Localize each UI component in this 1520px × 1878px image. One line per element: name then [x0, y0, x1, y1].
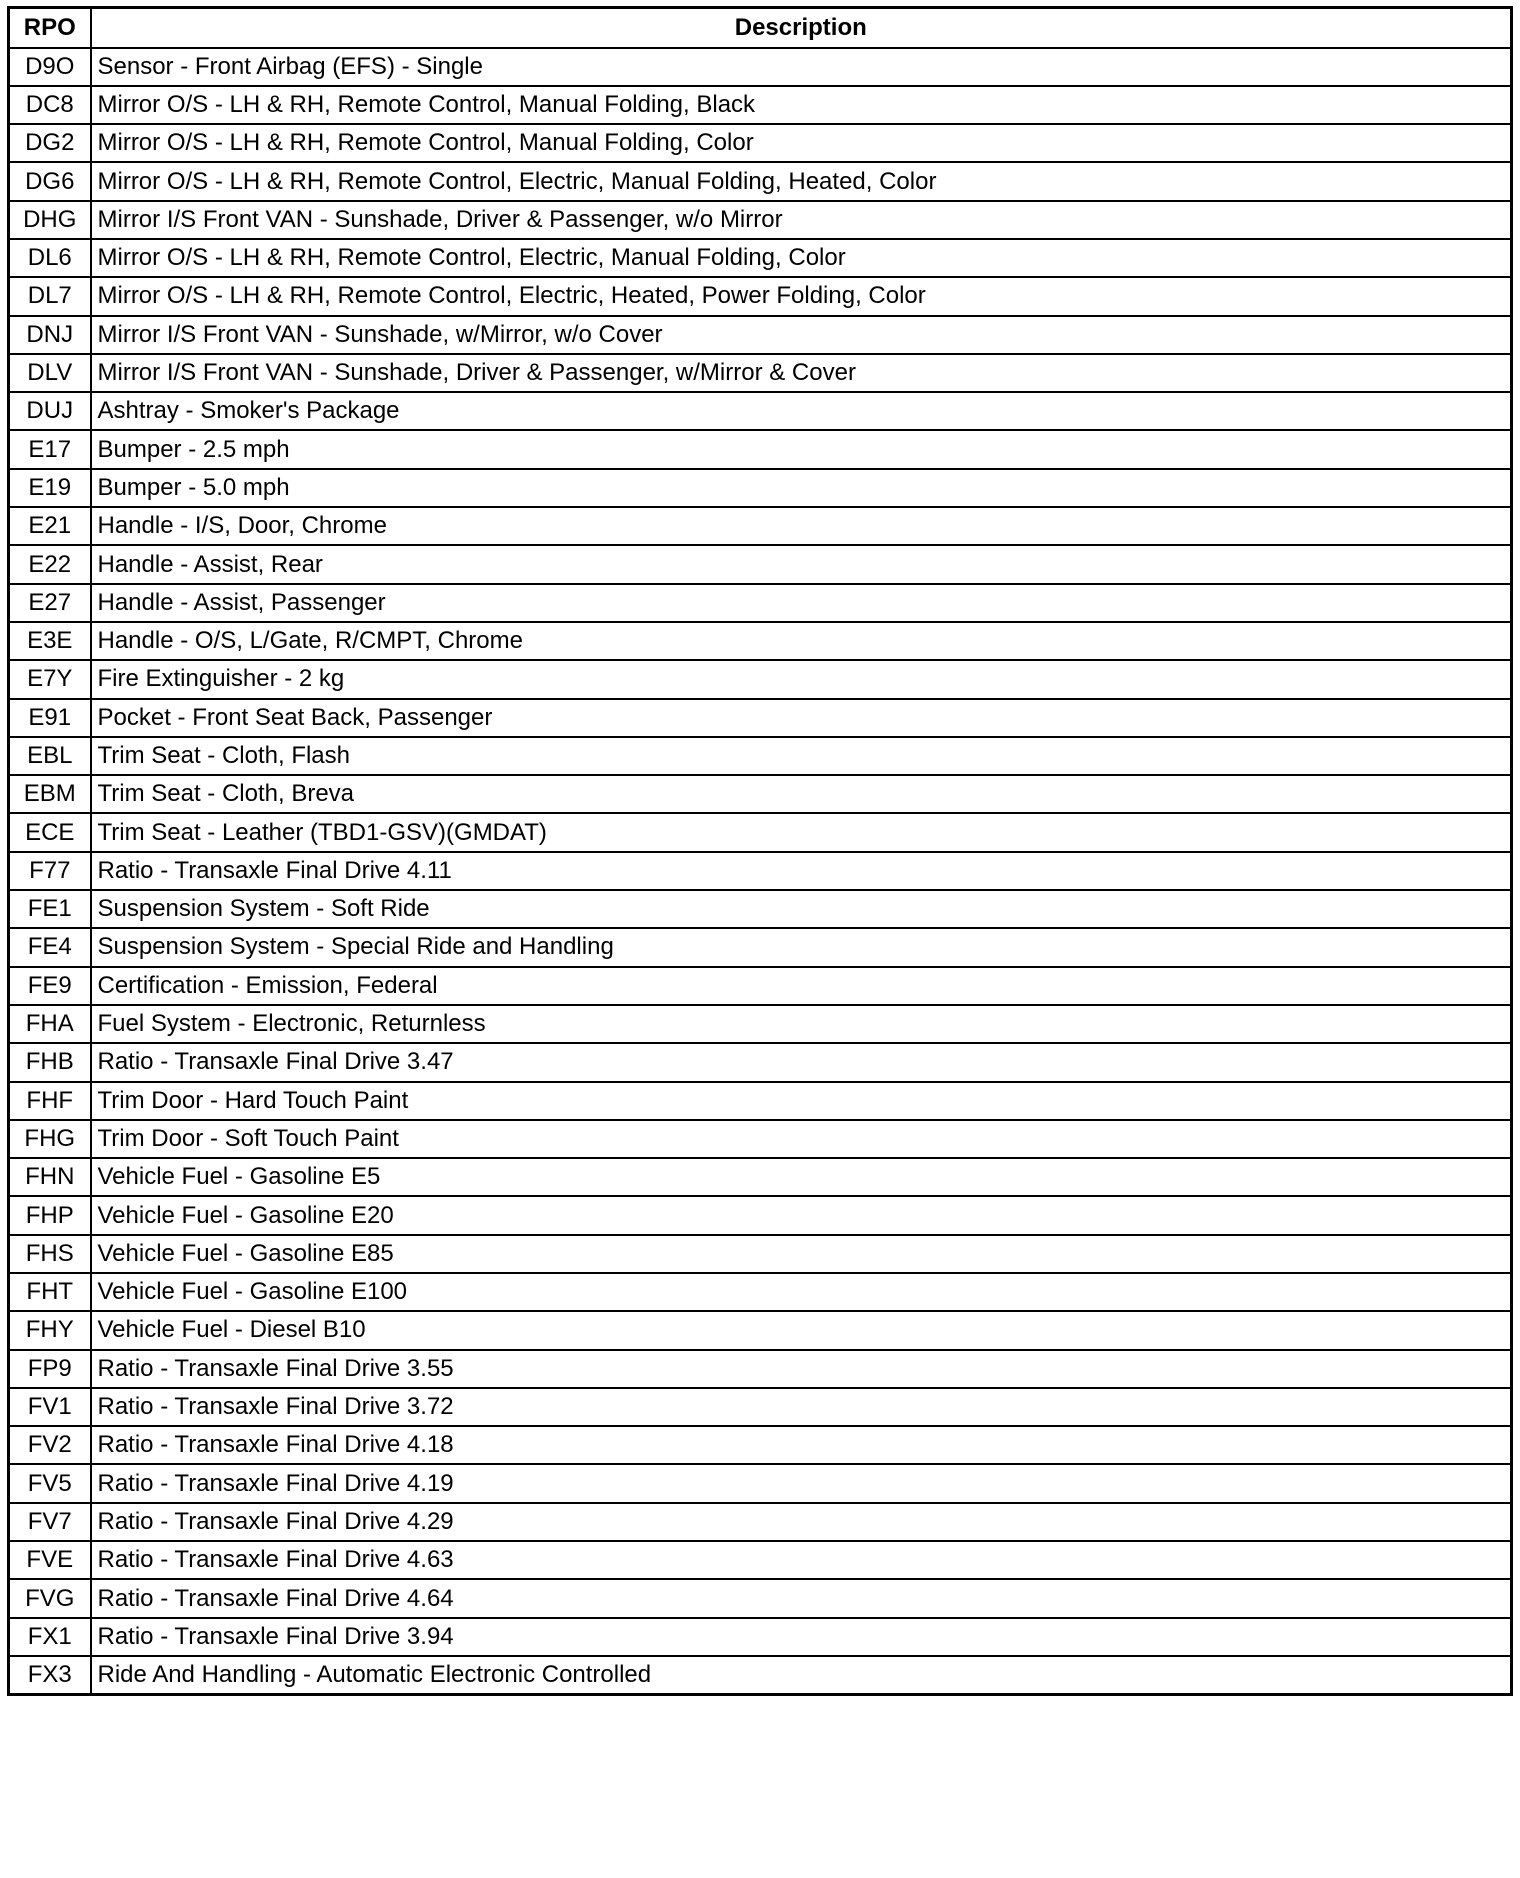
rpo-code-cell: FHY: [9, 1311, 91, 1349]
rpo-code-cell: E7Y: [9, 660, 91, 698]
rpo-code-cell: ECE: [9, 813, 91, 851]
rpo-code-cell: FHF: [9, 1082, 91, 1120]
rpo-description-cell: Ratio - Transaxle Final Drive 4.18: [91, 1426, 1512, 1464]
rpo-code-cell: E19: [9, 469, 91, 507]
rpo-code-cell: DC8: [9, 86, 91, 124]
table-row: [9, 1120, 1512, 1158]
rpo-code-cell: FHS: [9, 1235, 91, 1273]
rpo-code-cell: FP9: [9, 1350, 91, 1388]
table-row: [9, 354, 1512, 392]
table-row: [9, 545, 1512, 583]
rpo-code-cell: FVG: [9, 1579, 91, 1617]
rpo-description-cell: Ratio - Transaxle Final Drive 4.63: [91, 1541, 1512, 1579]
table-row: [9, 1464, 1512, 1502]
table-row: [9, 1426, 1512, 1464]
rpo-description-cell: Fuel System - Electronic, Returnless: [91, 1005, 1512, 1043]
rpo-description-cell: Ratio - Transaxle Final Drive 4.64: [91, 1579, 1512, 1617]
rpo-description-cell: Mirror O/S - LH & RH, Remote Control, Electric, Manual Folding, Color: [91, 239, 1512, 277]
rpo-code-cell: DG2: [9, 124, 91, 162]
table-row: [9, 1311, 1512, 1349]
rpo-code-cell: DHG: [9, 201, 91, 239]
rpo-description-cell: Ratio - Transaxle Final Drive 3.47: [91, 1043, 1512, 1081]
table-row: [9, 1350, 1512, 1388]
rpo-code-cell: FE4: [9, 928, 91, 966]
table-row: [9, 48, 1512, 86]
table-row: [9, 162, 1512, 200]
rpo-description-cell: Ratio - Transaxle Final Drive 3.55: [91, 1350, 1512, 1388]
rpo-code-cell: FHP: [9, 1196, 91, 1234]
rpo-code-cell: DUJ: [9, 392, 91, 430]
table-row: [9, 775, 1512, 813]
rpo-description-cell: Handle - O/S, L/Gate, R/CMPT, Chrome: [91, 622, 1512, 660]
table-row: [9, 1005, 1512, 1043]
table-row: [9, 1043, 1512, 1081]
rpo-code-cell: FHG: [9, 1120, 91, 1158]
rpo-description-cell: Mirror O/S - LH & RH, Remote Control, Manual Folding, Color: [91, 124, 1512, 162]
table-body: [9, 48, 1512, 1695]
table-row: [9, 928, 1512, 966]
rpo-description-cell: Trim Seat - Leather (TBD1-GSV)(GMDAT): [91, 813, 1512, 851]
rpo-code-cell: E91: [9, 699, 91, 737]
table-row: [9, 277, 1512, 315]
table-row: [9, 469, 1512, 507]
table-row: [9, 316, 1512, 354]
rpo-table: [7, 6, 1513, 1696]
table-row: [9, 737, 1512, 775]
rpo-code-cell: DL7: [9, 277, 91, 315]
rpo-description-cell: Certification - Emission, Federal: [91, 967, 1512, 1005]
rpo-code-cell: E22: [9, 545, 91, 583]
rpo-code-cell: DNJ: [9, 316, 91, 354]
table-row: [9, 201, 1512, 239]
rpo-code-cell: FX3: [9, 1656, 91, 1694]
table-row: [9, 1579, 1512, 1617]
rpo-description-cell: Fire Extinguisher - 2 kg: [91, 660, 1512, 698]
rpo-description-cell: Trim Door - Soft Touch Paint: [91, 1120, 1512, 1158]
rpo-code-cell: DL6: [9, 239, 91, 277]
rpo-description-cell: Ratio - Transaxle Final Drive 4.29: [91, 1503, 1512, 1541]
table-row: [9, 622, 1512, 660]
rpo-description-cell: Ashtray - Smoker's Package: [91, 392, 1512, 430]
rpo-code-cell: FHT: [9, 1273, 91, 1311]
table-row: [9, 1082, 1512, 1120]
table-row: [9, 1503, 1512, 1541]
rpo-code-cell: E21: [9, 507, 91, 545]
table-row: [9, 967, 1512, 1005]
rpo-description-cell: Handle - Assist, Rear: [91, 545, 1512, 583]
rpo-code-cell: E27: [9, 584, 91, 622]
rpo-description-cell: Mirror I/S Front VAN - Sunshade, Driver & Passenger, w/Mirror & Cover: [91, 354, 1512, 392]
rpo-code-cell: FHA: [9, 1005, 91, 1043]
rpo-code-cell: FE9: [9, 967, 91, 1005]
table-row: [9, 392, 1512, 430]
rpo-code-cell: E17: [9, 430, 91, 468]
table-row: [9, 1388, 1512, 1426]
table-row: [9, 890, 1512, 928]
rpo-description-cell: Ratio - Transaxle Final Drive 3.72: [91, 1388, 1512, 1426]
table-row: [9, 660, 1512, 698]
rpo-code-cell: D9O: [9, 48, 91, 86]
rpo-description-cell: Pocket - Front Seat Back, Passenger: [91, 699, 1512, 737]
rpo-code-cell: FV5: [9, 1464, 91, 1502]
table-row: [9, 124, 1512, 162]
rpo-code-cell: EBM: [9, 775, 91, 813]
rpo-description-cell: Vehicle Fuel - Gasoline E100: [91, 1273, 1512, 1311]
table-row: [9, 1235, 1512, 1273]
table-row: [9, 1273, 1512, 1311]
table-row: [9, 1541, 1512, 1579]
table-row: [9, 1618, 1512, 1656]
rpo-code-cell: FV1: [9, 1388, 91, 1426]
rpo-description-cell: Ride And Handling - Automatic Electronic Controlled: [91, 1656, 1512, 1694]
rpo-description-cell: Vehicle Fuel - Gasoline E5: [91, 1158, 1512, 1196]
rpo-code-cell: E3E: [9, 622, 91, 660]
rpo-description-cell: Trim Seat - Cloth, Breva: [91, 775, 1512, 813]
rpo-description-cell: Trim Door - Hard Touch Paint: [91, 1082, 1512, 1120]
table-row: [9, 86, 1512, 124]
rpo-description-cell: Sensor - Front Airbag (EFS) - Single: [91, 48, 1512, 86]
table-row: [9, 239, 1512, 277]
rpo-code-cell: DG6: [9, 162, 91, 200]
table-row: [9, 699, 1512, 737]
rpo-table-container: [7, 6, 1513, 1696]
rpo-description-cell: Mirror I/S Front VAN - Sunshade, Driver & Passenger, w/o Mirror: [91, 201, 1512, 239]
table-row: [9, 584, 1512, 622]
rpo-description-cell: Mirror O/S - LH & RH, Remote Control, Electric, Manual Folding, Heated, Color: [91, 162, 1512, 200]
rpo-code-cell: FVE: [9, 1541, 91, 1579]
rpo-description-cell: Bumper - 5.0 mph: [91, 469, 1512, 507]
rpo-description-cell: Vehicle Fuel - Diesel B10: [91, 1311, 1512, 1349]
rpo-description-cell: Ratio - Transaxle Final Drive 4.19: [91, 1464, 1512, 1502]
rpo-description-cell: Suspension System - Soft Ride: [91, 890, 1512, 928]
column-header-description: Description: [91, 8, 1512, 48]
table-row: [9, 1656, 1512, 1694]
rpo-code-cell: EBL: [9, 737, 91, 775]
rpo-description-cell: Handle - I/S, Door, Chrome: [91, 507, 1512, 545]
rpo-code-cell: F77: [9, 852, 91, 890]
rpo-description-cell: Vehicle Fuel - Gasoline E20: [91, 1196, 1512, 1234]
table-row: [9, 813, 1512, 851]
rpo-description-cell: Suspension System - Special Ride and Handling: [91, 928, 1512, 966]
table-row: [9, 1158, 1512, 1196]
rpo-code-cell: FE1: [9, 890, 91, 928]
rpo-description-cell: Mirror O/S - LH & RH, Remote Control, Electric, Heated, Power Folding, Color: [91, 277, 1512, 315]
rpo-description-cell: Handle - Assist, Passenger: [91, 584, 1512, 622]
table-header-row: [9, 8, 1512, 48]
rpo-code-cell: FX1: [9, 1618, 91, 1656]
rpo-description-cell: Ratio - Transaxle Final Drive 3.94: [91, 1618, 1512, 1656]
rpo-description-cell: Vehicle Fuel - Gasoline E85: [91, 1235, 1512, 1273]
rpo-description-cell: Mirror I/S Front VAN - Sunshade, w/Mirror, w/o Cover: [91, 316, 1512, 354]
rpo-code-cell: FV7: [9, 1503, 91, 1541]
table-row: [9, 430, 1512, 468]
table-row: [9, 1196, 1512, 1234]
rpo-description-cell: Trim Seat - Cloth, Flash: [91, 737, 1512, 775]
rpo-code-cell: FV2: [9, 1426, 91, 1464]
column-header-rpo: RPO: [9, 8, 91, 48]
rpo-description-cell: Mirror O/S - LH & RH, Remote Control, Manual Folding, Black: [91, 86, 1512, 124]
rpo-code-cell: DLV: [9, 354, 91, 392]
rpo-code-cell: FHB: [9, 1043, 91, 1081]
rpo-description-cell: Bumper - 2.5 mph: [91, 430, 1512, 468]
table-row: [9, 507, 1512, 545]
table-row: [9, 852, 1512, 890]
rpo-description-cell: Ratio - Transaxle Final Drive 4.11: [91, 852, 1512, 890]
rpo-code-cell: FHN: [9, 1158, 91, 1196]
